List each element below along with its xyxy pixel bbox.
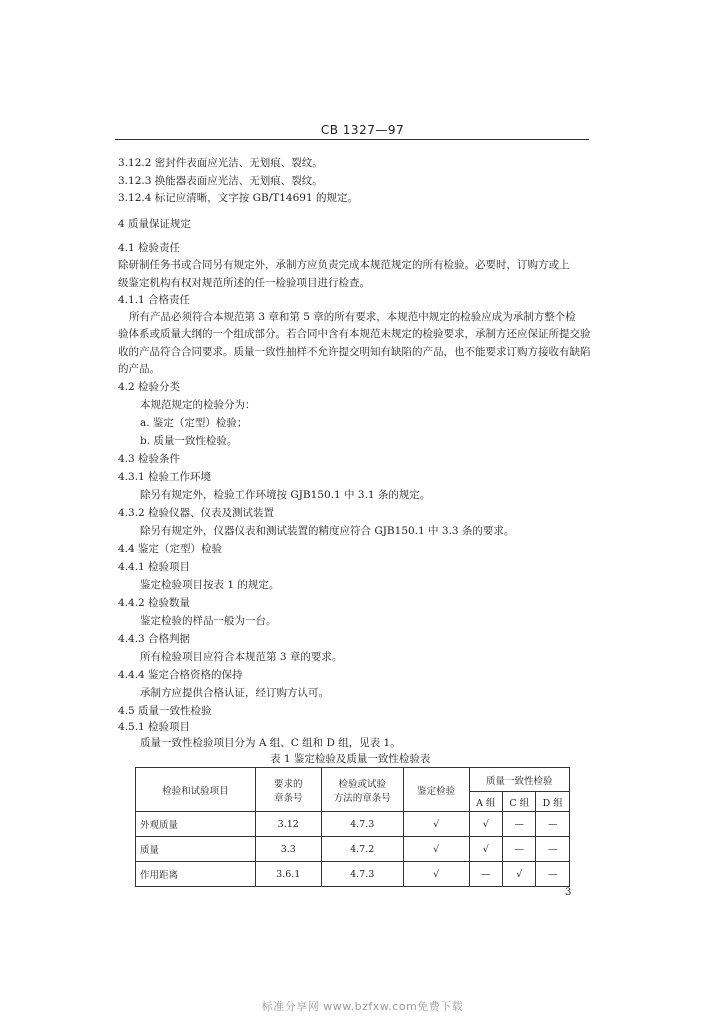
paragraph-line: 鉴定检验的样品一般为一台。 [140,615,277,627]
document-code-header: CB 1327—97 [320,123,405,137]
paragraph-line: 除另有规定外，检验工作环境按 GJB150.1 中 3.1 条的规定。 [140,489,431,501]
header-method-line2: 方法的章条号 [333,792,391,804]
paragraph-line: 承制方应提供合格认证，经订购方认可。 [140,687,329,699]
paragraph-line: 质量一致性检验项目分为 A 组、C 组和 D 组，见表 1。 [140,737,401,749]
cell-method: 4.7.3 [321,862,403,887]
cell-qual: √ [403,812,469,837]
header-qual: 鉴定检验 [403,768,469,812]
watermark-footer: 标准分享网 www.bzfxw.com免费下载 [261,1000,464,1013]
paragraph-line: 除另有规定外，仪器仪表和测试装置的精度应符合 GJB150.1 中 3.3 条的要求。 [140,525,515,537]
cell-req: 3.6.1 [255,862,321,887]
paragraph-line: 所有检验项目应符合本规范第 3 章的要求。 [140,651,343,663]
paragraph-line: 除研制任务书或合同另有规定外，承制方应负责完成本规范规定的所有检验。必要时，订购方或上 [118,259,570,271]
paragraph-line: 所有产品必须符合本规范第 3 章和第 5 章的所有要求，本规范中规定的检验应成为承制方整个检 [129,311,576,323]
header-group-a: A 组 [469,792,502,812]
cell-group-a: √ [469,812,502,837]
cell-group-d: — [536,837,570,862]
clause-3-12-4: 3.12.4 标记应清晰，文字按 GB/T14691 的规定。 [118,192,358,204]
cell-qual: √ [403,862,469,887]
header-group-c: C 组 [503,792,536,812]
clause-4-2: 4.2 检验分类 [118,381,181,393]
clause-3-12-2: 3.12.2 密封件表面应光洁、无划痕、裂纹。 [118,157,323,169]
clause-4-4-4: 4.4.4 鉴定合格资格的保持 [118,669,243,681]
paragraph-line: 验体系或质量大纲的一个组成部分。若合同中含有本规范未规定的检验要求，承制方还应保证所提交验 [118,328,591,340]
header-req-line1: 要求的 [273,778,303,790]
cell-group-c: — [503,812,536,837]
header-method [321,768,403,812]
section-4-heading: 4 质量保证规定 [118,218,192,230]
cell-method: 4.7.3 [321,812,403,837]
cell-group-a: √ [469,837,502,862]
clause-4-5: 4.5 质量一致性检验 [118,705,212,717]
clause-4-1: 4.1 检验责任 [118,242,181,254]
cell-qual: √ [403,837,469,862]
cell-group-d: — [536,812,570,837]
cell-method: 4.7.2 [321,837,403,862]
header-rule [115,139,589,140]
list-item-a: a. 鉴定（定型）检验； [140,417,248,429]
header-group-d: D 组 [536,792,570,812]
inspection-table [135,767,570,887]
clause-4-3-2: 4.3.2 检验仪器、仪表及测试装置 [118,507,275,519]
cell-item: 作用距离 [136,862,256,887]
clause-4-3: 4.3 检验条件 [118,453,181,465]
table-row [136,837,570,862]
clause-4-4-1: 4.4.1 检验项目 [118,561,191,573]
cell-item: 质量 [136,837,256,862]
paragraph-line: 级鉴定机构有权对规范所述的任一检验项目进行检查。 [118,277,370,289]
clause-4-4: 4.4 鉴定（定型）检验 [118,543,223,555]
cell-group-a: — [469,862,502,887]
clause-3-12-3: 3.12.3 换能器表面应光洁、无划痕、裂纹。 [118,175,323,187]
paragraph-line: 本规范规定的检验分为： [140,399,256,411]
clause-4-4-2: 4.4.2 检验数量 [118,597,191,609]
clause-4-1-1: 4.1.1 合格责任 [118,294,191,306]
cell-item: 外观质量 [136,812,256,837]
clause-4-3-1: 4.3.1 检验工作环境 [118,471,212,483]
header-method-line1: 检验或试验 [338,778,386,790]
cell-group-d: — [536,862,570,887]
header-req [255,768,321,812]
paragraph-line: 鉴定检验项目按表 1 的规定。 [140,579,280,591]
cell-req: 3.3 [255,837,321,862]
list-item-b: b. 质量一致性检验。 [140,435,238,447]
paragraph-line: 的产品。 [118,363,160,375]
cell-req: 3.12 [255,812,321,837]
cell-group-c: — [503,837,536,862]
cell-group-c: √ [503,862,536,887]
table-row [136,812,570,837]
header-conformity: 质量一致性检验 [469,768,569,792]
clause-4-5-1: 4.5.1 检验项目 [118,721,191,733]
clause-4-4-3: 4.4.3 合格判据 [118,633,191,645]
table-caption: 表 1 鉴定检验及质量一致性检验表 [270,753,431,765]
page-number: 3 [565,887,572,898]
table-row [136,862,570,887]
header-req-line2: 章条号 [273,792,303,804]
paragraph-line: 收的产品符合合同要求。质量一致性抽样不允许提交明知有缺陷的产品，也不能要求订购方接收有缺陷 [118,346,591,358]
header-item: 检验和试验项目 [136,768,256,812]
